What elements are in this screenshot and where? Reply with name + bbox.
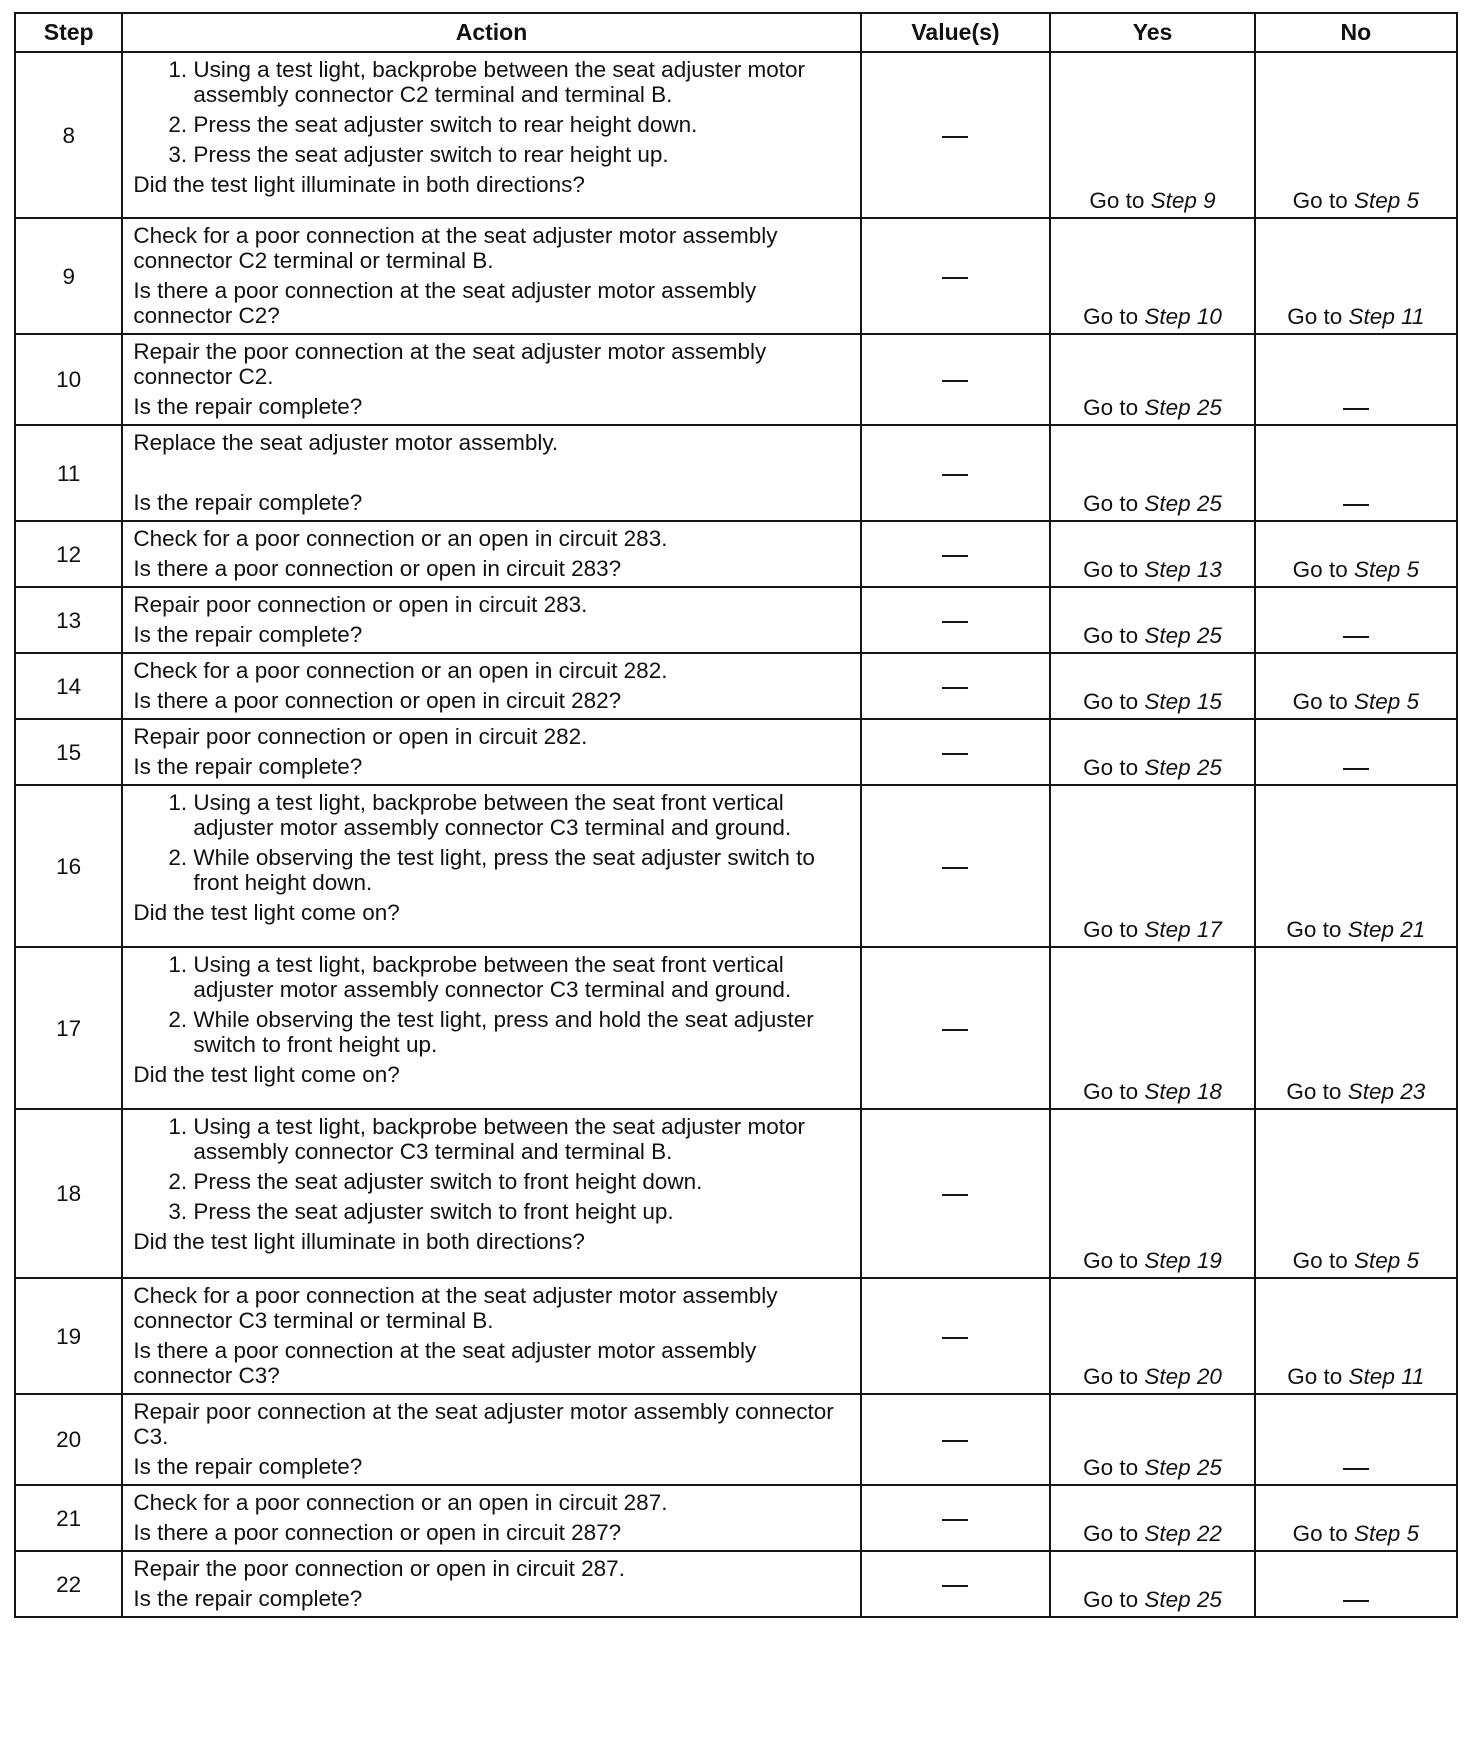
goto-step: Step 23 (1347, 1079, 1426, 1104)
goto-link (1286, 917, 1425, 942)
table-row (15, 1485, 1457, 1551)
value-dash (942, 474, 968, 476)
value-dash (942, 1585, 968, 1587)
action-text: Is there a poor connection or open in circuit 287? (133, 1520, 622, 1545)
value-cell (861, 1109, 1051, 1278)
goto-prefix: Go to (1083, 689, 1145, 714)
goto-link (1083, 1248, 1222, 1273)
action-text: Is the repair complete? (133, 394, 363, 419)
table-row (15, 719, 1457, 785)
goto-prefix: Go to (1083, 395, 1145, 420)
step-number: 19 (15, 1278, 122, 1394)
yes-cell (1050, 1551, 1254, 1617)
yes-cell (1050, 425, 1254, 521)
substep-item: 3. Press the seat adjuster switch to rear height up. (193, 142, 851, 172)
action-text (133, 460, 851, 485)
step-number: 20 (15, 1394, 122, 1485)
substep-item: 2. While observing the test light, press the seat adjuster switch to front height down. (193, 845, 851, 900)
action-cell (122, 218, 860, 334)
action-text: Did the test light come on? (133, 1062, 400, 1087)
dash-mark (1343, 768, 1369, 770)
value-dash (942, 1519, 968, 1521)
goto-link (1083, 1521, 1222, 1546)
goto-step: Step 22 (1144, 1521, 1222, 1546)
goto-link (1083, 689, 1222, 714)
value-dash (942, 1029, 968, 1031)
goto-link (1287, 1364, 1424, 1389)
goto-prefix: Go to (1292, 557, 1354, 582)
goto-step: Step 25 (1144, 623, 1222, 648)
value-dash (942, 621, 968, 623)
action-cell (122, 425, 860, 521)
goto-step: Step 18 (1144, 1079, 1222, 1104)
goto-step: Step 19 (1144, 1248, 1222, 1273)
goto-step: Step 5 (1353, 1521, 1420, 1546)
goto-link (1089, 188, 1215, 213)
goto-link (1083, 1587, 1222, 1612)
diagnostic-table-page (14, 12, 1458, 1618)
action-cell (122, 1485, 860, 1551)
action-text: Is the repair complete? (133, 754, 363, 779)
no-cell (1255, 521, 1457, 587)
dash-mark (1343, 1468, 1369, 1470)
goto-prefix: Go to (1083, 917, 1145, 942)
goto-prefix: Go to (1287, 1364, 1349, 1389)
yes-cell (1050, 52, 1254, 218)
substep-item: 2. Press the seat adjuster switch to rear height down. (193, 112, 851, 142)
action-text: Is the repair complete? (133, 490, 363, 515)
no-cell (1255, 947, 1457, 1109)
substep-item: 3. Press the seat adjuster switch to front height up. (193, 1199, 851, 1229)
action-text: Is there a poor connection or open in circuit 283? (133, 556, 622, 581)
goto-link (1083, 755, 1222, 780)
goto-link (1083, 557, 1222, 582)
action-cell (122, 334, 860, 425)
action-text: Check for a poor connection at the seat adjuster motor assembly connector C3 terminal or terminal B. (133, 1283, 778, 1333)
substep-list (133, 790, 851, 900)
value-cell (861, 1551, 1051, 1617)
goto-link (1083, 1364, 1222, 1389)
action-cell (122, 52, 860, 218)
goto-prefix: Go to (1292, 689, 1354, 714)
goto-prefix: Go to (1083, 1521, 1145, 1546)
table-row (15, 587, 1457, 653)
goto-step: Step 13 (1144, 557, 1222, 582)
value-dash (942, 380, 968, 382)
header-no: No (1255, 13, 1457, 52)
step-number: 21 (15, 1485, 122, 1551)
action-text: Is the repair complete? (133, 1586, 363, 1611)
goto-step: Step 25 (1144, 1587, 1222, 1612)
yes-cell (1050, 947, 1254, 1109)
goto-prefix: Go to (1083, 1455, 1145, 1480)
no-cell (1255, 425, 1457, 521)
value-dash (942, 277, 968, 279)
goto-step: Step 25 (1144, 491, 1222, 516)
action-text: Repair poor connection or open in circuit 282. (133, 724, 588, 749)
yes-cell (1050, 218, 1254, 334)
goto-link (1083, 304, 1222, 329)
step-number: 9 (15, 218, 122, 334)
header-action: Action (122, 13, 860, 52)
goto-step: Step 25 (1144, 395, 1222, 420)
table-row (15, 1278, 1457, 1394)
value-dash (942, 687, 968, 689)
step-number: 18 (15, 1109, 122, 1278)
action-text: Is there a poor connection or open in circuit 282? (133, 688, 622, 713)
goto-prefix: Go to (1083, 1587, 1145, 1612)
table-row (15, 1551, 1457, 1617)
action-text: Did the test light illuminate in both directions? (133, 172, 585, 197)
yes-cell (1050, 1394, 1254, 1485)
goto-link (1293, 1248, 1419, 1273)
value-cell (861, 1394, 1051, 1485)
goto-prefix: Go to (1292, 1521, 1354, 1546)
step-number: 13 (15, 587, 122, 653)
action-text: Did the test light come on? (133, 900, 400, 925)
yes-cell (1050, 587, 1254, 653)
value-dash (942, 867, 968, 869)
no-cell (1255, 785, 1457, 947)
goto-step: Step 17 (1144, 917, 1222, 942)
substep-item: 1. Using a test light, backprobe between the seat adjuster motor assembly connector C3 terminal and terminal B. (193, 1114, 851, 1169)
action-text: Is the repair complete? (133, 622, 363, 647)
substep-item: 1. Using a test light, backprobe between the seat adjuster motor assembly connector C2 terminal and terminal B. (193, 57, 851, 112)
substep-item: 2. Press the seat adjuster switch to front height down. (193, 1169, 851, 1199)
action-text: Is there a poor connection at the seat adjuster motor assembly connector C2? (133, 278, 757, 328)
goto-link (1293, 689, 1419, 714)
action-text: Did the test light illuminate in both directions? (133, 1229, 585, 1254)
goto-link (1286, 1079, 1425, 1104)
value-dash (942, 753, 968, 755)
step-number: 10 (15, 334, 122, 425)
value-cell (861, 653, 1051, 719)
goto-prefix: Go to (1292, 1248, 1354, 1273)
goto-prefix: Go to (1083, 623, 1145, 648)
action-cell (122, 1551, 860, 1617)
action-text: Check for a poor connection or an open in circuit 287. (133, 1490, 668, 1515)
value-cell (861, 785, 1051, 947)
action-text: Repair poor connection or open in circuit 283. (133, 592, 588, 617)
goto-link (1293, 188, 1419, 213)
yes-cell (1050, 521, 1254, 587)
no-cell (1255, 587, 1457, 653)
no-cell (1255, 1109, 1457, 1278)
substep-list (133, 57, 851, 172)
no-cell (1255, 653, 1457, 719)
value-cell (861, 425, 1051, 521)
substep-list (133, 1114, 851, 1229)
table-row (15, 52, 1457, 218)
goto-prefix: Go to (1083, 755, 1145, 780)
substep-item: 1. Using a test light, backprobe between the seat front vertical adjuster motor assembly connector C3 terminal and ground. (193, 790, 851, 845)
goto-link (1293, 557, 1419, 582)
goto-link (1083, 1079, 1222, 1104)
action-cell (122, 521, 860, 587)
substep-item: 1. Using a test light, backprobe between the seat front vertical adjuster motor assembly connector C3 terminal and ground. (193, 952, 851, 1007)
dash-mark (1343, 408, 1369, 410)
goto-link (1287, 304, 1424, 329)
goto-prefix: Go to (1292, 188, 1354, 213)
header-values: Value(s) (861, 13, 1051, 52)
yes-cell (1050, 1109, 1254, 1278)
goto-link (1083, 623, 1222, 648)
goto-link (1083, 917, 1222, 942)
no-cell (1255, 334, 1457, 425)
header-step: Step (15, 13, 122, 52)
step-number: 12 (15, 521, 122, 587)
action-text: Is there a poor connection at the seat adjuster motor assembly connector C3? (133, 1338, 757, 1388)
value-cell (861, 719, 1051, 785)
value-cell (861, 1278, 1051, 1394)
value-dash (942, 555, 968, 557)
goto-step: Step 25 (1144, 1455, 1222, 1480)
diagnostic-table (14, 12, 1458, 1618)
no-cell (1255, 1485, 1457, 1551)
goto-step: Step 5 (1353, 557, 1420, 582)
value-dash (942, 136, 968, 138)
action-text: Repair poor connection at the seat adjuster motor assembly connector C3. (133, 1399, 834, 1449)
no-cell (1255, 52, 1457, 218)
dash-mark (1343, 1600, 1369, 1602)
value-dash (942, 1337, 968, 1339)
action-text: Repair the poor connection at the seat adjuster motor assembly connector C2. (133, 339, 767, 389)
goto-step: Step 10 (1144, 304, 1222, 329)
action-cell (122, 1109, 860, 1278)
action-cell (122, 947, 860, 1109)
value-cell (861, 334, 1051, 425)
goto-step: Step 9 (1150, 188, 1216, 213)
goto-step: Step 21 (1347, 917, 1426, 942)
no-cell (1255, 1551, 1457, 1617)
no-cell (1255, 719, 1457, 785)
header-yes: Yes (1050, 13, 1254, 52)
value-cell (861, 521, 1051, 587)
no-cell (1255, 218, 1457, 334)
action-text: Repair the poor connection or open in circuit 287. (133, 1556, 625, 1581)
goto-prefix: Go to (1083, 304, 1145, 329)
substep-list (133, 952, 851, 1062)
action-text: Check for a poor connection at the seat adjuster motor assembly connector C2 terminal or terminal B. (133, 223, 778, 273)
no-cell (1255, 1278, 1457, 1394)
action-cell (122, 1278, 860, 1394)
action-text: Is the repair complete? (133, 1454, 363, 1479)
action-cell (122, 587, 860, 653)
step-number: 17 (15, 947, 122, 1109)
action-text: Check for a poor connection or an open in circuit 282. (133, 658, 668, 683)
goto-prefix: Go to (1083, 557, 1145, 582)
goto-prefix: Go to (1286, 917, 1348, 942)
yes-cell (1050, 1485, 1254, 1551)
goto-step: Step 11 (1348, 304, 1425, 329)
table-row (15, 785, 1457, 947)
goto-prefix: Go to (1286, 1079, 1348, 1104)
step-number: 16 (15, 785, 122, 947)
table-body (15, 52, 1457, 1617)
action-text: Replace the seat adjuster motor assembly. (133, 430, 559, 455)
value-cell (861, 947, 1051, 1109)
goto-link (1083, 491, 1222, 516)
action-cell (122, 1394, 860, 1485)
yes-cell (1050, 334, 1254, 425)
table-row (15, 334, 1457, 425)
table-row (15, 521, 1457, 587)
step-number: 14 (15, 653, 122, 719)
goto-prefix: Go to (1287, 304, 1349, 329)
table-row (15, 425, 1457, 521)
goto-step: Step 5 (1353, 689, 1420, 714)
table-row (15, 947, 1457, 1109)
step-number: 11 (15, 425, 122, 521)
table-row (15, 653, 1457, 719)
goto-step: Step 11 (1348, 1364, 1425, 1389)
goto-step: Step 20 (1144, 1364, 1222, 1389)
goto-step: Step 15 (1144, 689, 1222, 714)
step-number: 15 (15, 719, 122, 785)
step-number: 8 (15, 52, 122, 218)
step-number: 22 (15, 1551, 122, 1617)
yes-cell (1050, 719, 1254, 785)
action-cell (122, 719, 860, 785)
goto-link (1083, 395, 1222, 420)
table-header-row (15, 13, 1457, 52)
dash-mark (1343, 636, 1369, 638)
value-cell (861, 218, 1051, 334)
value-cell (861, 1485, 1051, 1551)
goto-step: Step 5 (1353, 188, 1420, 213)
value-dash (942, 1440, 968, 1442)
no-cell (1255, 1394, 1457, 1485)
goto-prefix: Go to (1083, 1079, 1145, 1104)
goto-step: Step 5 (1353, 1248, 1420, 1273)
goto-link (1293, 1521, 1419, 1546)
value-cell (861, 587, 1051, 653)
substep-item: 2. While observing the test light, press and hold the seat adjuster switch to front height up. (193, 1007, 851, 1062)
action-cell (122, 653, 860, 719)
goto-link (1083, 1455, 1222, 1480)
dash-mark (1343, 504, 1369, 506)
table-row (15, 218, 1457, 334)
value-cell (861, 52, 1051, 218)
action-text: Check for a poor connection or an open in circuit 283. (133, 526, 668, 551)
goto-prefix: Go to (1089, 188, 1151, 213)
table-row (15, 1109, 1457, 1278)
goto-prefix: Go to (1083, 491, 1145, 516)
yes-cell (1050, 785, 1254, 947)
yes-cell (1050, 653, 1254, 719)
table-row (15, 1394, 1457, 1485)
goto-step: Step 25 (1144, 755, 1222, 780)
goto-prefix: Go to (1083, 1364, 1145, 1389)
value-dash (942, 1194, 968, 1196)
action-cell (122, 785, 860, 947)
yes-cell (1050, 1278, 1254, 1394)
goto-prefix: Go to (1083, 1248, 1145, 1273)
